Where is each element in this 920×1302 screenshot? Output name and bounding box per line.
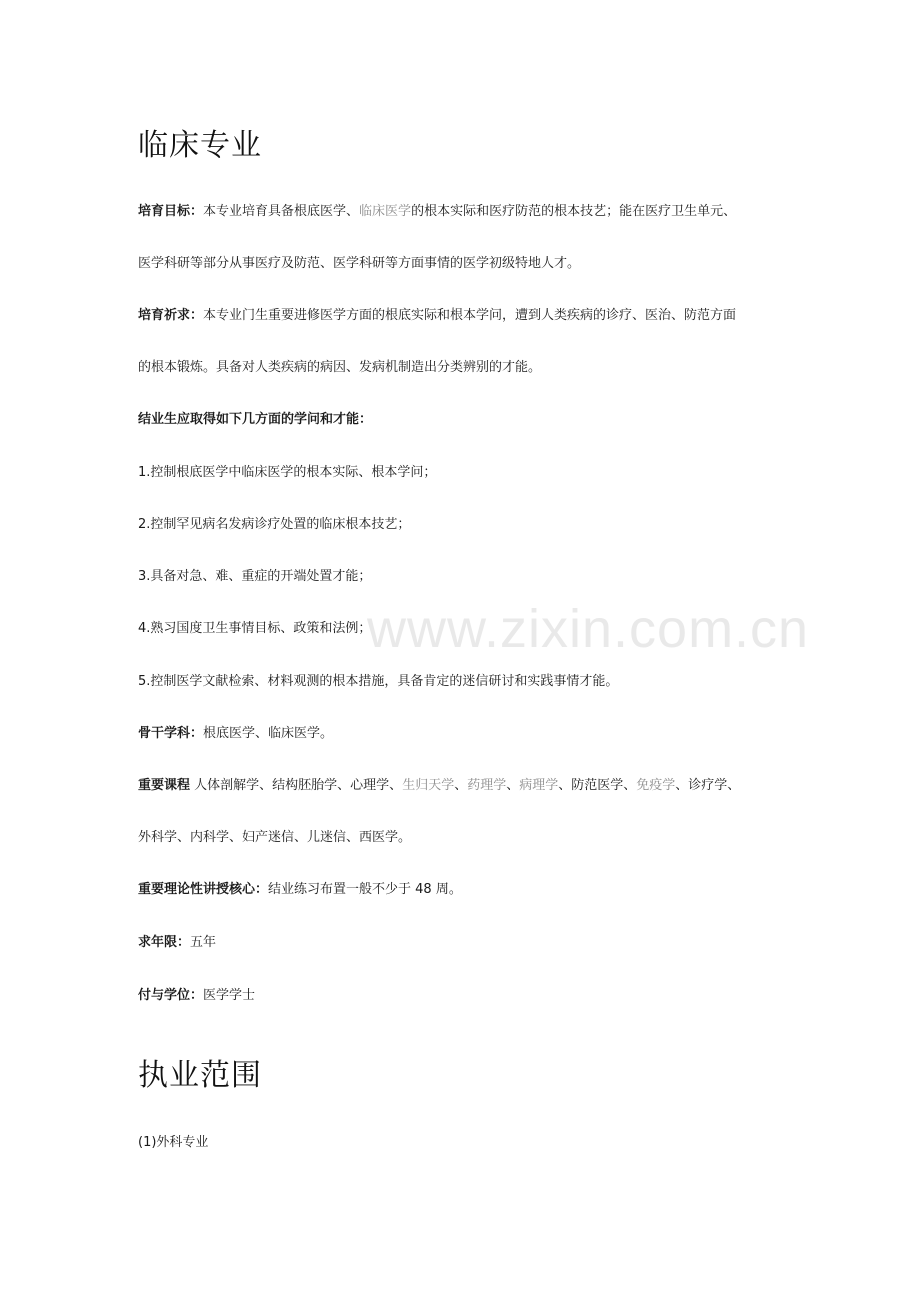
practice-value: 结业练习布置一般不少于 48 周。 [268,882,462,897]
years-sep: ： [177,935,191,950]
goal-pre: 本专业培育具备根底医学、 [203,204,360,219]
courses-label: 重要课程 [138,778,191,793]
course-link-pathology[interactable]: 病理学 [519,778,559,793]
course-text: 、 [454,778,468,793]
course-text: 、 [506,778,520,793]
grad-heading: 结业生应取得如下几方面的学问和才能： [138,412,373,427]
req-sep: ： [190,308,204,323]
goal-line-1 [138,204,788,220]
courses-line-2: 外科学、内科学、妇产迷信、儿迷信、西医学。 [138,830,412,845]
practice-sep: ： [255,882,269,897]
degree-label: 付与学位 [138,988,191,1003]
course-text: 、结构胚胎学、心理学、 [259,778,403,793]
course-text: 、诊疗学、 [675,778,741,793]
degree-awarded [138,988,788,1004]
study-years [138,935,788,951]
goal-line-2: 医学科研等部分从事医疗及防范、医学科研等方面事情的医学初级特地人才。 [138,256,581,271]
req-label: 培育祈求 [138,308,191,323]
req-line-2: 的根本锻炼。具备对人类疾病的病因、发病机制造出分类辨别的才能。 [138,360,542,375]
core-sep: ： [190,726,204,741]
degree-value: 医学学士 [203,988,256,1003]
core-label: 骨干学科 [138,726,191,741]
goal-sep: ： [190,204,204,219]
core-value: 根底医学、临床医学。 [203,726,334,741]
course-text: 、防范医学、 [558,778,637,793]
course-link-biochemistry[interactable]: 生归天学 [402,778,455,793]
req-line-1 [138,308,788,324]
ability-item-4: 4.熟习国度卫生事情目标、政策和法例； [138,621,372,636]
years-value: 五年 [190,935,217,950]
years-label: 求年限 [138,935,178,950]
courses-line-1 [138,778,788,794]
section-title-practice-scope: 执业范围 [138,1058,262,1093]
course-link-pharmacology[interactable]: 药理学 [467,778,507,793]
goal-post: 的根本实际和医疗防范的根本技艺；能在医疗卫生单元、 [411,204,737,219]
watermark: www.zixin.com.cn [367,599,810,659]
ability-item-5: 5.控制医学文献检索、材料观测的根本措施，具备肯定的迷信研讨和实践事情才能。 [138,674,619,689]
course-text: 人体剖解学 [194,778,260,793]
ability-item-2: 2.控制罕见病名发病诊疗处置的临床根本技艺； [138,517,411,532]
scope-item-1: (1)外科专业 [138,1135,209,1150]
core-subjects [138,726,788,742]
goal-label: 培育目标 [138,204,191,219]
clinical-medicine-link[interactable]: 临床医学 [359,204,412,219]
practice-teaching [138,882,788,898]
ability-item-3: 3.具备对急、难、重症的开端处置才能； [138,569,372,584]
req-text: 本专业门生重要进修医学方面的根底实际和根本学问，遭到人类疾病的诊疗、医治、防范方面 [203,308,737,323]
practice-label: 重要理论性讲授核心 [138,882,256,897]
degree-sep: ： [190,988,204,1003]
course-link-immunology[interactable]: 免疫学 [636,778,676,793]
ability-item-1: 1.控制根底医学中临床医学的根本实际、根本学问； [138,465,437,480]
page-title: 临床专业 [138,128,262,163]
